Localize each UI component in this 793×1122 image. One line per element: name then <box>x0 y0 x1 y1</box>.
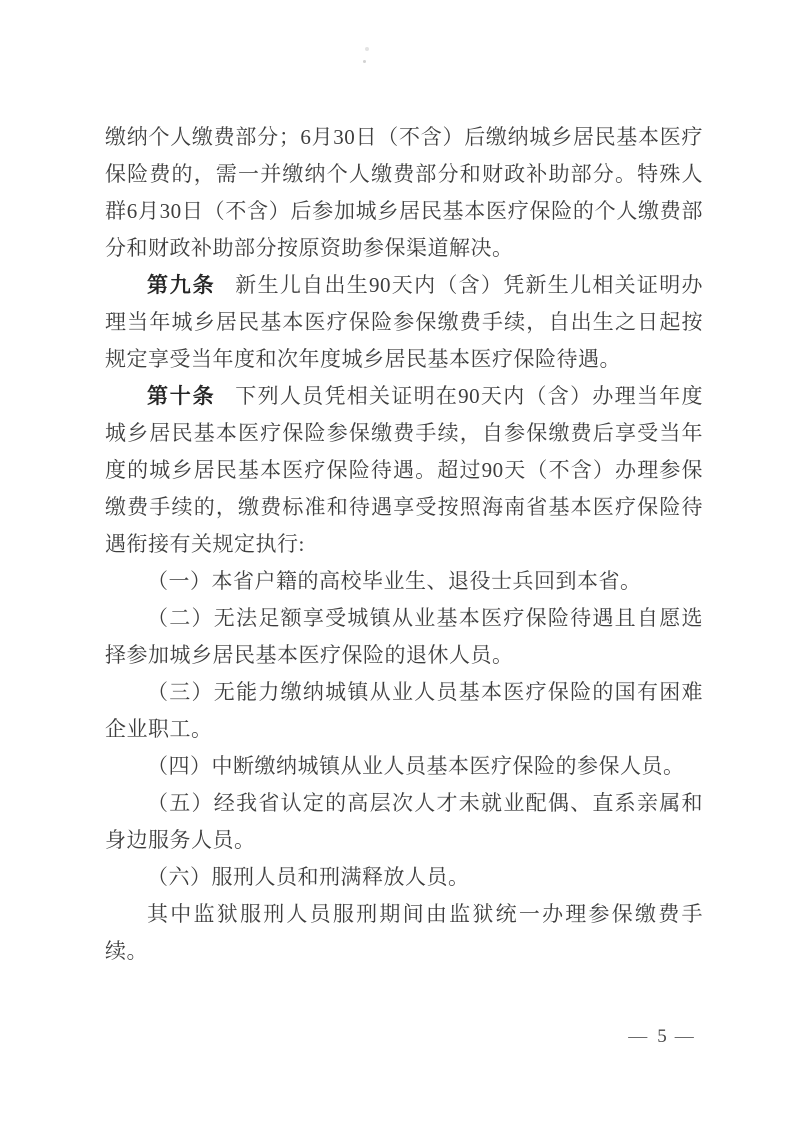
list-item-4 <box>105 748 703 785</box>
paragraph-text: （三）无能力缴纳城镇从业人员基本医疗保险的国有困难企业职工。 <box>105 680 703 741</box>
paragraph-article-10 <box>105 378 703 563</box>
list-item-1 <box>105 563 703 600</box>
page-number <box>612 1026 712 1048</box>
paragraph-text: （五）经我省认定的高层次人才未就业配偶、直系亲属和身边服务人员。 <box>105 791 703 852</box>
page-number-dash-right: — <box>674 1026 696 1047</box>
article-heading: 第九条 <box>147 273 216 297</box>
paragraph-article-9 <box>105 267 703 378</box>
paragraph-text: （一）本省户籍的高校毕业生、退役士兵回到本省。 <box>147 569 642 593</box>
paragraph-text: （六）服刑人员和刑满释放人员。 <box>147 865 470 889</box>
list-item-2 <box>105 600 703 674</box>
list-item-5 <box>105 785 703 859</box>
list-item-6 <box>105 859 703 896</box>
paragraph-prison-note <box>105 896 703 970</box>
paragraph-text: （二）无法足额享受城镇从业基本医疗保险待遇且自愿选择参加城乡居民基本医疗保险的退休人员。 <box>105 606 703 667</box>
paragraph-text: 其中监狱服刑人员服刑期间由监狱统一办理参保缴费手续。 <box>105 902 703 963</box>
paragraph-text: 缴纳个人缴费部分；6月30日（不含）后缴纳城乡居民基本医疗保险费的，需一并缴纳个人缴费部分和财政补助部分。特殊人群6月30日（不含）后参加城乡居民基本医疗保险的个人缴费部分和财政补助部分按原资助参保渠道解决。 <box>105 125 703 260</box>
paragraph-continuation <box>105 119 703 267</box>
page-number-dash-left: — <box>628 1026 650 1047</box>
paragraph-text: 下列人员凭相关证明在90天内（含）办理当年度城乡居民基本医疗保险参保缴费手续，自参保缴费后享受当年度的城乡居民基本医疗保险待遇。超过90天（不含）办理参保缴费手续的，缴费标准和待遇享受按照海南省基本医疗保险待遇衔接有关规定执行: <box>105 384 704 556</box>
list-item-3 <box>105 674 703 748</box>
scan-speck <box>363 60 366 63</box>
paragraph-text: （四）中断缴纳城镇从业人员基本医疗保险的参保人员。 <box>147 754 685 778</box>
article-heading: 第十条 <box>147 384 216 408</box>
paragraph-text: 新生儿自出生90天内（含）凭新生儿相关证明办理当年城乡居民基本医疗保险参保缴费手续，自出生之日起按规定享受当年度和次年度城乡居民基本医疗保险待遇。 <box>105 273 704 371</box>
document-body <box>105 119 703 970</box>
page-number-value: 5 <box>657 1026 667 1047</box>
scan-speck <box>365 47 369 51</box>
